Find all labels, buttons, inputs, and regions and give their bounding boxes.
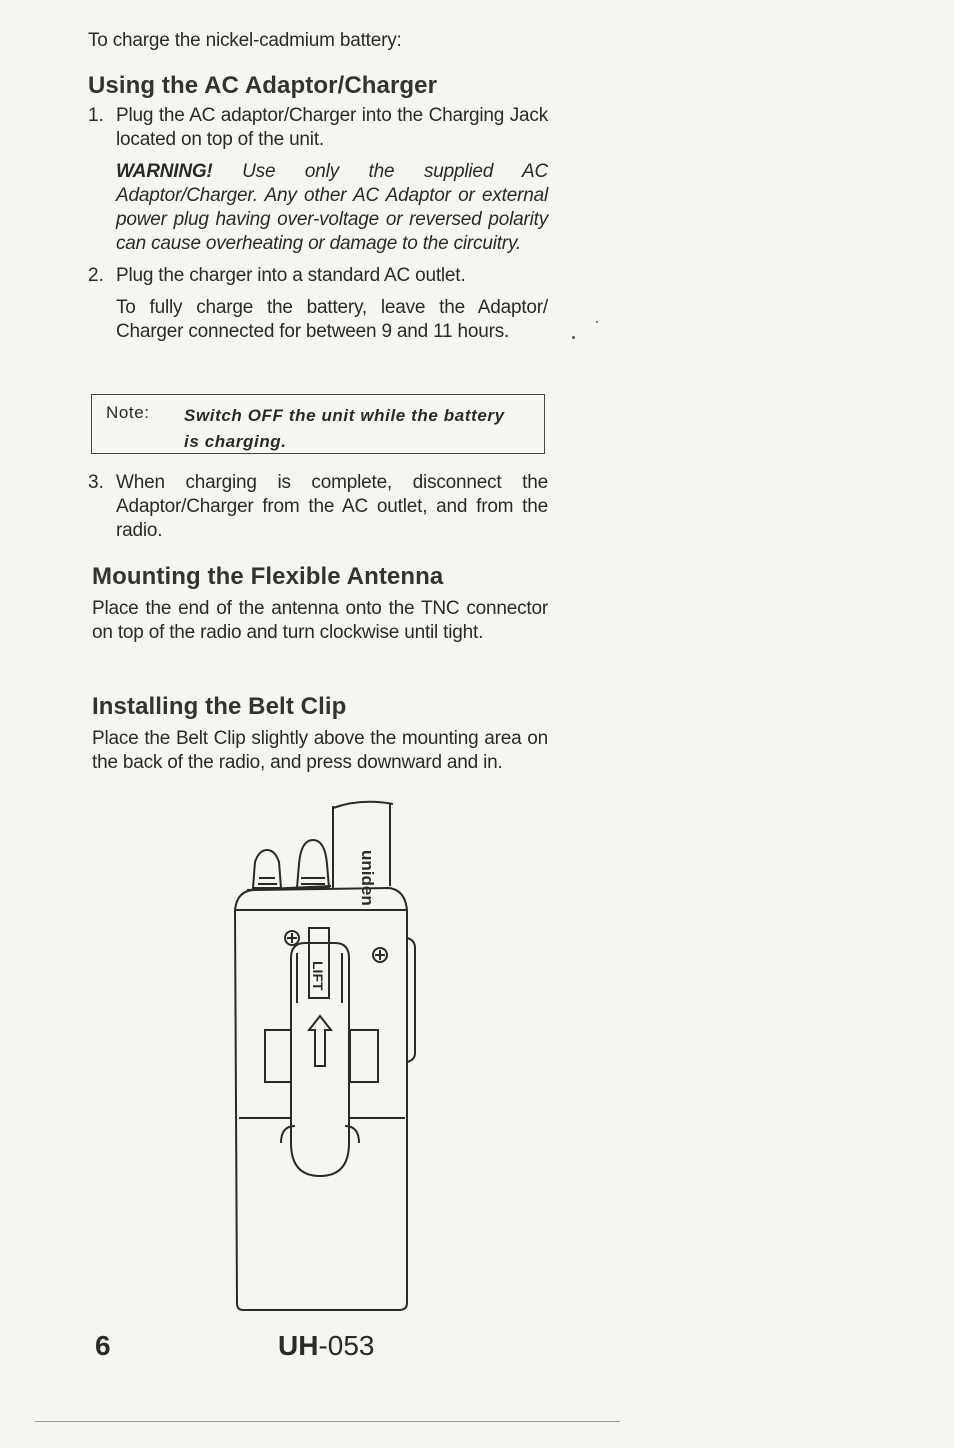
page-number: 6 [95,1330,111,1361]
step-2-text: Plug the charger into a standard AC outlet. [116,265,466,286]
bottom-rule [35,1421,620,1422]
intro-text: To charge the nickel-cadmium battery: [88,30,402,51]
step-number: 1. [88,105,104,126]
note-box [91,394,545,454]
note-label: Note: [106,403,150,422]
section-heading-ac-adaptor: Using the AC Adaptor/Charger [88,72,438,99]
section-ac-adaptor-cont [88,471,548,543]
warning-text: Use only the supplied AC Adaptor/Charger. Any other AC Adaptor or external power plug having over-voltage or reversed polarity can cause overheating or damage to the circuitry. [116,161,548,254]
radio-brand-label: uniden [358,850,377,906]
list-item-step-2 [88,264,548,344]
warning-label: WARNING! [116,161,213,182]
list-item-step-1 [88,104,548,256]
section-heading-antenna: Mounting the Flexible Antenna [92,563,444,590]
section-ac-adaptor [88,72,548,344]
note-text: Switch OFF the unit while the battery is charging. [184,406,505,451]
step-1-text: Plug the AC adaptor/Charger into the Charging Jack located on top of the unit. [116,105,548,150]
model-suffix: -053 [318,1330,375,1361]
model-prefix: UH [278,1330,319,1361]
belt-clip-text: Place the Belt Clip slightly above the mounting area on the back of the radio, and press downward and in. [92,728,548,773]
section-belt-clip [92,693,548,775]
warning-paragraph [116,160,548,256]
clip-lift-label: LIFT [310,961,326,991]
scan-speck [596,321,598,323]
step-number: 3. [88,472,104,493]
step-2-detail: To fully charge the battery, leave the Adaptor/ Charger connected for between 9 and 11 hours. [116,297,548,342]
scan-speck [572,336,575,339]
section-heading-belt-clip: Installing the Belt Clip [92,693,347,720]
step-3-text: When charging is complete, disconnect the Adaptor/Charger from the AC outlet, and from the radio. [116,472,548,541]
section-antenna [92,563,548,645]
radio-belt-clip-illustration [225,798,425,1313]
model-number [278,1330,375,1362]
step-number: 2. [88,265,104,286]
list-item-step-3 [88,471,548,543]
antenna-text: Place the end of the antenna onto the TNC connector on top of the radio and turn clockwise until tight. [92,598,548,643]
